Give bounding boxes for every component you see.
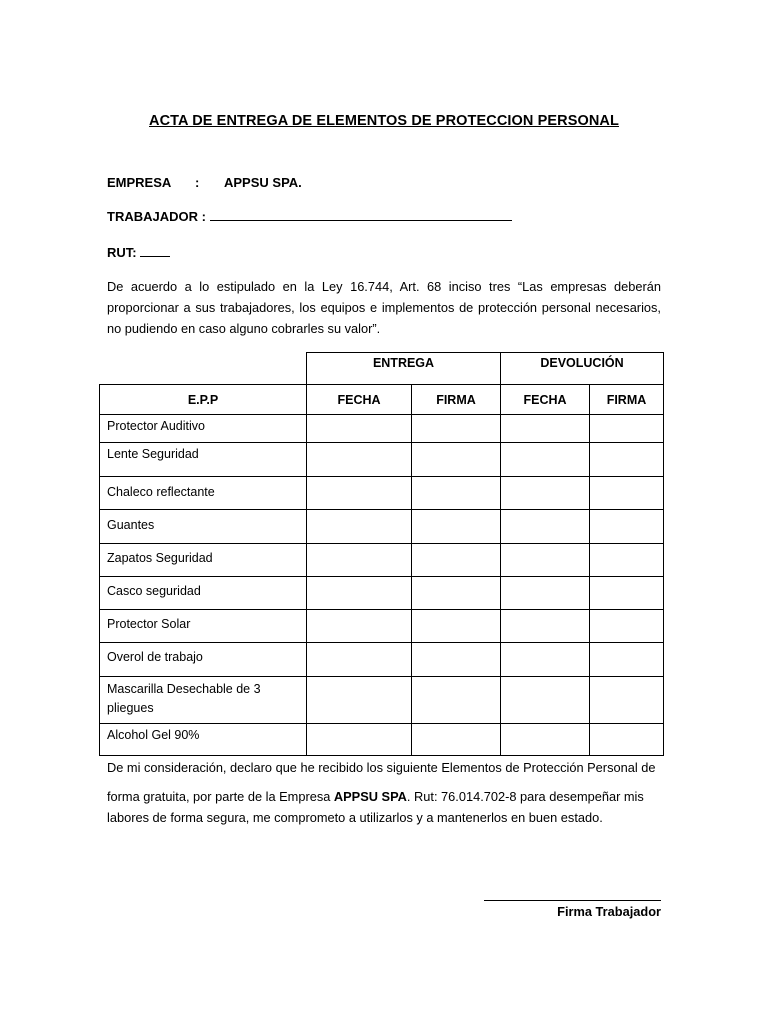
document-title: ACTA DE ENTREGA DE ELEMENTOS DE PROTECCION PERSONAL xyxy=(149,113,619,129)
table-row xyxy=(100,677,664,724)
fecha-entrega-cell[interactable] xyxy=(307,415,412,443)
firma-entrega-cell[interactable] xyxy=(412,415,501,443)
trabajador-colon: : xyxy=(201,209,206,224)
fecha-devolucion-cell[interactable] xyxy=(501,544,590,577)
firma-entrega-cell[interactable] xyxy=(412,577,501,610)
header-entrega: ENTREGA xyxy=(307,353,501,385)
firma-devolucion-cell[interactable] xyxy=(590,610,664,643)
table-column-header-row xyxy=(100,385,664,415)
firma-devolucion-cell[interactable] xyxy=(590,415,664,443)
signature-line xyxy=(484,900,661,901)
epp-item: Alcohol Gel 90% xyxy=(100,724,307,756)
declaration-line-2-start: forma gratuita, por parte de la Empresa xyxy=(107,789,334,804)
fecha-entrega-cell[interactable] xyxy=(307,443,412,477)
empresa-label: EMPRESA xyxy=(107,175,172,190)
epp-item: Mascarilla Desechable de 3 pliegues xyxy=(100,677,307,724)
declaration-line-2 xyxy=(107,789,667,804)
firma-devolucion-cell[interactable] xyxy=(590,677,664,724)
fecha-entrega-cell[interactable] xyxy=(307,544,412,577)
firma-devolucion-cell[interactable] xyxy=(590,477,664,510)
header-devolucion: DEVOLUCIÓN xyxy=(501,353,664,385)
firma-entrega-cell[interactable] xyxy=(412,443,501,477)
trabajador-label: TRABAJADOR xyxy=(107,209,198,224)
fecha-entrega-cell[interactable] xyxy=(307,643,412,677)
epp-item: Protector Solar xyxy=(100,610,307,643)
firma-entrega-cell[interactable] xyxy=(412,610,501,643)
table-group-header-row xyxy=(100,353,664,385)
firma-entrega-cell[interactable] xyxy=(412,643,501,677)
header-fecha-devolucion: FECHA xyxy=(501,385,590,415)
trabajador-field xyxy=(107,208,512,224)
firma-devolucion-cell[interactable] xyxy=(590,577,664,610)
firma-devolucion-cell[interactable] xyxy=(590,443,664,477)
fecha-devolucion-cell[interactable] xyxy=(501,510,590,544)
firma-entrega-cell[interactable] xyxy=(412,677,501,724)
firma-devolucion-cell[interactable] xyxy=(590,544,664,577)
signature-label: Firma Trabajador xyxy=(557,904,661,919)
firma-devolucion-cell[interactable] xyxy=(590,724,664,756)
fecha-devolucion-cell[interactable] xyxy=(501,443,590,477)
header-fecha-entrega: FECHA xyxy=(307,385,412,415)
fecha-devolucion-cell[interactable] xyxy=(501,415,590,443)
declaration-line-2-end: . Rut: 76.014.702-8 para desempeñar mis xyxy=(406,789,644,804)
table-row xyxy=(100,643,664,677)
rut-field xyxy=(107,244,170,260)
epp-item: Casco seguridad xyxy=(100,577,307,610)
trabajador-blank-line xyxy=(210,208,512,221)
empresa-colon: : xyxy=(195,175,200,190)
fecha-devolucion-cell[interactable] xyxy=(501,577,590,610)
declaration-line-1: De mi consideración, declaro que he recibido los siguiente Elementos de Protección Personal de xyxy=(107,760,656,775)
fecha-devolucion-cell[interactable] xyxy=(501,610,590,643)
header-firma-entrega: FIRMA xyxy=(412,385,501,415)
intro-paragraph: De acuerdo a lo estipulado en la Ley 16.744, Art. 68 inciso tres “Las empresas deberán proporcionar a sus trabajadores, los equipos e implementos de protección personal necesarios, no pudiendo en caso alguno cobrarles su valor”. xyxy=(107,279,661,336)
firma-devolucion-cell[interactable] xyxy=(590,643,664,677)
fecha-entrega-cell[interactable] xyxy=(307,724,412,756)
table-row xyxy=(100,610,664,643)
epp-table xyxy=(99,352,664,756)
firma-entrega-cell[interactable] xyxy=(412,477,501,510)
firma-entrega-cell[interactable] xyxy=(412,724,501,756)
epp-item: Zapatos Seguridad xyxy=(100,544,307,577)
header-epp: E.P.P xyxy=(100,385,307,415)
fecha-devolucion-cell[interactable] xyxy=(501,643,590,677)
firma-devolucion-cell[interactable] xyxy=(590,510,664,544)
epp-item: Chaleco reflectante xyxy=(100,477,307,510)
fecha-devolucion-cell[interactable] xyxy=(501,477,590,510)
header-firma-devolucion: FIRMA xyxy=(590,385,664,415)
epp-item: Overol de trabajo xyxy=(100,643,307,677)
table-row xyxy=(100,510,664,544)
firma-entrega-cell[interactable] xyxy=(412,510,501,544)
table-row xyxy=(100,477,664,510)
table-row xyxy=(100,443,664,477)
rut-label: RUT: xyxy=(107,245,137,260)
fecha-entrega-cell[interactable] xyxy=(307,610,412,643)
rut-blank-line xyxy=(140,244,170,257)
fecha-devolucion-cell[interactable] xyxy=(501,677,590,724)
empresa-field xyxy=(107,175,302,190)
epp-item: Guantes xyxy=(100,510,307,544)
fecha-entrega-cell[interactable] xyxy=(307,477,412,510)
fecha-devolucion-cell[interactable] xyxy=(501,724,590,756)
declaration-company: APPSU SPA xyxy=(333,789,407,804)
fecha-entrega-cell[interactable] xyxy=(307,577,412,610)
empresa-value: APPSU SPA. xyxy=(224,175,302,190)
fecha-entrega-cell[interactable] xyxy=(307,510,412,544)
table-empty-corner xyxy=(100,353,307,385)
declaration-line-3: labores de forma segura, me comprometo a utilizarlos y a mantenerlos en buen estado. xyxy=(107,810,603,825)
table-row xyxy=(100,415,664,443)
epp-item: Lente Seguridad xyxy=(100,443,307,477)
table-row xyxy=(100,577,664,610)
table-row xyxy=(100,724,664,756)
fecha-entrega-cell[interactable] xyxy=(307,677,412,724)
table-row xyxy=(100,544,664,577)
firma-entrega-cell[interactable] xyxy=(412,544,501,577)
epp-item: Protector Auditivo xyxy=(100,415,307,443)
